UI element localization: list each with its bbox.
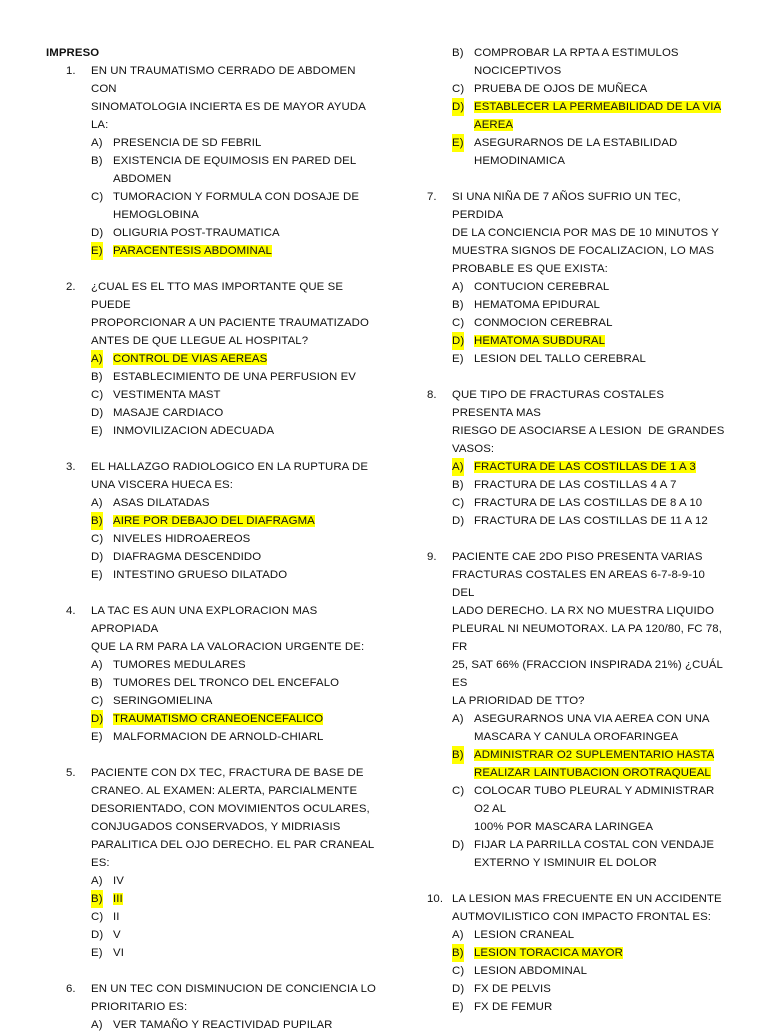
question-text: ¿CUAL ES EL TTO MAS IMPORTANTE QUE SE PUEDE PROPORCIONAR A UN PACIENTE TRAUMATIZADO ANTES DE QUE LLEGUE AL HOSPITAL?: [91, 281, 369, 347]
option-text: [474, 980, 727, 998]
answer-option: [452, 944, 727, 962]
option-list: [91, 1016, 376, 1034]
option-letter: B): [91, 677, 103, 689]
option-text-line: COMPROBAR LA RPTA A ESTIMULOS: [474, 47, 679, 59]
option-letter: A): [91, 659, 103, 671]
question-number: 9.: [427, 551, 437, 563]
answer-option: [91, 494, 376, 512]
question-block: [46, 980, 376, 1034]
option-text: [474, 296, 727, 314]
answer-option: [91, 224, 376, 242]
option-letter: E): [91, 242, 103, 260]
option-text-line: CONTUCION CEREBRAL: [474, 281, 610, 293]
option-text: [474, 494, 727, 512]
option-text: [113, 368, 376, 386]
option-text-line: FRACTURA DE LAS COSTILLAS DE 11 A 12: [474, 515, 708, 527]
option-text: [113, 1016, 376, 1034]
option-text-line: HEMATOMA EPIDURAL: [474, 299, 600, 311]
option-text: [113, 134, 376, 152]
option-text: [474, 710, 727, 746]
option-text: [113, 224, 376, 242]
answer-option: [91, 368, 376, 386]
option-text-line: HEMATOMA SUBDURAL: [474, 335, 606, 347]
option-text-line: OLIGURIA POST-TRAUMATICA: [113, 227, 280, 239]
spacer: [427, 170, 727, 188]
option-text-line: FIJAR LA PARRILLA COSTAL CON VENDAJE: [474, 839, 715, 851]
question-block: [427, 890, 727, 1016]
spacer: [427, 368, 727, 386]
option-text: [113, 872, 376, 890]
answer-option: [452, 98, 727, 134]
option-text: [113, 656, 376, 674]
answer-option: [452, 746, 727, 782]
option-text-line: III: [113, 893, 123, 905]
answer-option: [452, 80, 727, 98]
option-text: [474, 44, 727, 80]
option-text: [113, 404, 376, 422]
question-number: 6.: [66, 983, 76, 995]
option-letter: B): [91, 890, 103, 908]
option-text: [113, 944, 376, 962]
option-text-line: REALIZAR LAINTUBACION OROTRAQUEAL: [474, 767, 711, 779]
answer-option: [91, 386, 376, 404]
answer-option: [91, 422, 376, 440]
question-block: [46, 764, 376, 962]
option-letter: D): [452, 839, 465, 851]
option-text: [474, 836, 727, 872]
option-letter: E): [91, 731, 103, 743]
question-text: PACIENTE CON DX TEC, FRACTURA DE BASE DE CRANEO. AL EXAMEN: ALERTA, PARCIALMENTE DESORIENTADO, CON MOVIMIENTOS OCULARES, CONJUGADOS CONSERVADOS, Y MIDRIASIS PARALITICA DEL OJO DERECHO. EL PAR CRANEAL ES:: [91, 767, 374, 869]
question-number: 3.: [66, 461, 76, 473]
option-text: [113, 908, 376, 926]
option-letter: A): [452, 929, 464, 941]
option-text-line: COLOCAR TUBO PLEURAL Y ADMINISTRAR O2 AL: [474, 785, 718, 815]
option-text-line: PRUEBA DE OJOS DE MUÑECA: [474, 83, 648, 95]
option-text-line: HEMODINAMICA: [474, 155, 566, 167]
option-text: [474, 998, 727, 1016]
option-letter: B): [91, 155, 103, 167]
option-letter: E): [452, 1001, 464, 1013]
option-list: [452, 458, 727, 530]
option-list: [452, 710, 727, 872]
question-number: 1.: [66, 65, 76, 77]
option-list: [452, 278, 727, 368]
option-letter: B): [452, 944, 464, 962]
option-list: [91, 494, 376, 584]
option-letter: D): [452, 332, 464, 350]
option-letter: A): [91, 875, 103, 887]
option-text: [113, 710, 376, 728]
option-text-line: 100% POR MASCARA LARINGEA: [474, 821, 654, 833]
answer-option: [91, 692, 376, 710]
option-list: [91, 656, 376, 746]
answer-option: [452, 998, 727, 1016]
option-letter: D): [452, 98, 464, 116]
option-text: [474, 944, 727, 962]
option-text-line: FRACTURA DE LAS COSTILLAS DE 1 A 3: [474, 461, 696, 473]
answer-option: [452, 980, 727, 998]
option-text-line: NIVELES HIDROAEREOS: [113, 533, 251, 545]
answer-option: [452, 836, 727, 872]
option-list: [91, 134, 376, 260]
question-block: [427, 386, 727, 530]
option-text-line: PARACENTESIS ABDOMINAL: [113, 245, 272, 257]
option-text-line: TUMORES DEL TRONCO DEL ENCEFALO: [113, 677, 340, 689]
option-text-line: DIAFRAGMA DESCENDIDO: [113, 551, 262, 563]
option-text: [474, 98, 727, 134]
answer-option: [452, 332, 727, 350]
question-block: [46, 62, 376, 260]
option-text-line: VI: [113, 947, 124, 959]
option-letter: A): [91, 350, 103, 368]
option-text: [113, 350, 376, 368]
left-column: [46, 44, 376, 1034]
answer-option: [91, 890, 376, 908]
spacer: [46, 746, 376, 764]
option-letter: C): [452, 83, 465, 95]
option-text-line: ESTABLECER LA PERMEABILIDAD DE LA VIA: [474, 101, 722, 113]
spacer: [46, 962, 376, 980]
option-text: [113, 728, 376, 746]
question-number: 7.: [427, 191, 437, 203]
answer-option: [452, 278, 727, 296]
option-text-line: MALFORMACION DE ARNOLD-CHIARL: [113, 731, 324, 743]
option-text-line: TRAUMATISMO CRANEOENCEFALICO: [113, 713, 324, 725]
option-text: [474, 926, 727, 944]
answer-option: [91, 944, 376, 962]
option-text-line: LESION TORACICA MAYOR: [474, 947, 623, 959]
option-letter: A): [452, 713, 464, 725]
option-text-line: EXISTENCIA DE EQUIMOSIS EN PARED DEL: [113, 155, 357, 167]
option-letter: B): [452, 299, 464, 311]
option-text: [113, 152, 376, 188]
option-list: [91, 350, 376, 440]
option-text: [113, 530, 376, 548]
answer-option: [91, 548, 376, 566]
option-text-line: IV: [113, 875, 124, 887]
option-text: [474, 332, 727, 350]
question-number: 2.: [66, 281, 76, 293]
question-6-continued: [427, 44, 727, 170]
option-text-line: FRACTURA DE LAS COSTILLAS 4 A 7: [474, 479, 677, 491]
option-letter: D): [91, 551, 104, 563]
option-text: [474, 512, 727, 530]
answer-option: [452, 44, 727, 80]
option-list: [452, 44, 727, 170]
option-text-line: AEREA: [474, 119, 514, 131]
question-block: [46, 602, 376, 746]
option-list: [91, 872, 376, 962]
option-letter: D): [91, 227, 104, 239]
question-text: LA TAC ES AUN UNA EXPLORACION MAS APROPIADA QUE LA RM PARA LA VALORACION URGENTE DE:: [91, 605, 365, 653]
answer-option: [452, 476, 727, 494]
answer-option: [91, 674, 376, 692]
question-text: EL HALLAZGO RADIOLOGICO EN LA RUPTURA DE UNA VISCERA HUECA ES:: [91, 461, 369, 491]
answer-option: [452, 710, 727, 746]
page-title: IMPRESO: [46, 47, 100, 59]
option-text-line: ABDOMEN: [113, 173, 172, 185]
option-letter: A): [91, 1019, 103, 1031]
option-letter: B): [91, 512, 103, 530]
option-text-line: TUMORACION Y FORMULA CON DOSAJE DE: [113, 191, 360, 203]
option-letter: A): [452, 458, 464, 476]
option-list: [452, 926, 727, 1016]
right-column: [427, 44, 727, 1016]
option-text: [113, 926, 376, 944]
option-text: [113, 494, 376, 512]
answer-option: [452, 458, 727, 476]
option-letter: B): [452, 47, 464, 59]
option-text: [474, 746, 727, 782]
option-letter: D): [91, 929, 104, 941]
option-text-line: FRACTURA DE LAS COSTILLAS DE 8 A 10: [474, 497, 703, 509]
option-text: [113, 242, 376, 260]
option-letter: B): [452, 746, 464, 764]
answer-option: [91, 908, 376, 926]
answer-option: [91, 152, 376, 188]
option-text-line: AIRE POR DEBAJO DEL DIAFRAGMA: [113, 515, 315, 527]
option-letter: C): [452, 785, 465, 797]
question-block: [427, 548, 727, 872]
option-text-line: SERINGOMIELINA: [113, 695, 213, 707]
option-letter: E): [91, 425, 103, 437]
question-block: [46, 278, 376, 440]
option-letter: D): [452, 515, 465, 527]
option-text-line: HEMOGLOBINA: [113, 209, 199, 221]
option-text: [474, 134, 727, 170]
answer-option: [91, 512, 376, 530]
option-text-line: V: [113, 929, 121, 941]
answer-option: [91, 530, 376, 548]
answer-option: [91, 728, 376, 746]
option-text-line: LESION CRANEAL: [474, 929, 575, 941]
option-letter: C): [452, 317, 465, 329]
option-text-line: II: [113, 911, 120, 923]
option-text: [113, 386, 376, 404]
option-text: [474, 476, 727, 494]
option-letter: A): [452, 281, 464, 293]
option-text: [113, 692, 376, 710]
answer-option: [91, 134, 376, 152]
option-text-line: CONTROL DE VIAS AEREAS: [113, 353, 268, 365]
option-text-line: FX DE FEMUR: [474, 1001, 553, 1013]
spacer: [427, 872, 727, 890]
question-number: 10.: [427, 893, 444, 905]
option-text: [113, 188, 376, 224]
answer-option: [91, 1016, 376, 1034]
option-letter: D): [91, 407, 104, 419]
answer-option: [91, 188, 376, 224]
option-letter: C): [91, 533, 104, 545]
option-text-line: ASEGURARNOS DE LA ESTABILIDAD: [474, 137, 678, 149]
option-text-line: ASAS DILATADAS: [113, 497, 210, 509]
question-text: LA LESION MAS FRECUENTE EN UN ACCIDENTE AUTMOVILISTICO CON IMPACTO FRONTAL ES:: [452, 893, 722, 923]
answer-option: [452, 512, 727, 530]
option-text: [113, 674, 376, 692]
option-text-line: INTESTINO GRUESO DILATADO: [113, 569, 288, 581]
answer-option: [452, 494, 727, 512]
answer-option: [91, 242, 376, 260]
option-text-line: EXTERNO Y ISMINUIR EL DOLOR: [474, 857, 657, 869]
option-letter: D): [91, 710, 103, 728]
option-letter: B): [91, 371, 103, 383]
option-text-line: LESION DEL TALLO CEREBRAL: [474, 353, 646, 365]
answer-option: [452, 296, 727, 314]
answer-option: [91, 872, 376, 890]
option-text-line: INMOVILIZACION ADECUADA: [113, 425, 275, 437]
option-text-line: MASAJE CARDIACO: [113, 407, 224, 419]
question-text: PACIENTE CAE 2DO PISO PRESENTA VARIAS FRACTURAS COSTALES EN AREAS 6-7-8-9-10 DEL LADO DERECHO. LA RX NO MUESTRA LIQUIDO PLEURAL NI NEUMOTORAX. LA PA 120/80, FC 78, FR 25, SAT 66% (FRACCION INSPIRADA 21%) ¿CUÁL ES LA PRIORIDAD DE TTO?: [452, 551, 723, 707]
answer-option: [91, 404, 376, 422]
option-text: [474, 962, 727, 980]
question-text: QUE TIPO DE FRACTURAS COSTALES PRESENTA MAS RIESGO DE ASOCIARSE A LESION DE GRANDES VASOS:: [452, 389, 725, 455]
option-text-line: CONMOCION CEREBRAL: [474, 317, 613, 329]
option-text-line: MASCARA Y CANULA OROFARINGEA: [474, 731, 679, 743]
option-text: [113, 548, 376, 566]
answer-option: [452, 350, 727, 368]
answer-option: [91, 710, 376, 728]
option-letter: E): [452, 353, 464, 365]
option-letter: C): [91, 911, 104, 923]
option-text: [113, 512, 376, 530]
question-block: [46, 458, 376, 584]
option-letter: E): [452, 134, 464, 152]
option-letter: E): [91, 569, 103, 581]
option-letter: C): [452, 497, 465, 509]
question-number: 4.: [66, 605, 76, 617]
option-text-line: ASEGURARNOS UNA VIA AEREA CON UNA: [474, 713, 710, 725]
option-text-line: NOCICEPTIVOS: [474, 65, 562, 77]
option-letter: C): [91, 389, 104, 401]
option-text: [474, 314, 727, 332]
question-text: EN UN TRAUMATISMO CERRADO DE ABDOMEN CON SINOMATOLOGIA INCIERTA ES DE MAYOR AYUDA LA:: [91, 65, 366, 131]
option-text-line: FX DE PELVIS: [474, 983, 551, 995]
option-text-line: VER TAMAÑO Y REACTIVIDAD PUPILAR: [113, 1019, 333, 1031]
option-letter: C): [91, 191, 104, 203]
option-letter: E): [91, 947, 103, 959]
option-text: [474, 278, 727, 296]
option-text-line: ESTABLECIMIENTO DE UNA PERFUSION EV: [113, 371, 356, 383]
question-text: EN UN TEC CON DISMINUCION DE CONCIENCIA LO PRIORITARIO ES:: [91, 983, 376, 1013]
question-number: 8.: [427, 389, 437, 401]
option-text-line: ADMINISTRAR O2 SUPLEMENTARIO HASTA: [474, 749, 715, 761]
option-letter: C): [91, 695, 104, 707]
spacer: [46, 584, 376, 602]
question-block: [427, 188, 727, 368]
question-list-left: [46, 62, 376, 1034]
spacer: [46, 440, 376, 458]
answer-option: [91, 566, 376, 584]
answer-option: [452, 926, 727, 944]
answer-option: [452, 782, 727, 836]
option-text: [474, 782, 727, 836]
option-text-line: VESTIMENTA MAST: [113, 389, 221, 401]
answer-option: [452, 962, 727, 980]
option-text-line: TUMORES MEDULARES: [113, 659, 246, 671]
spacer: [46, 260, 376, 278]
option-text: [474, 80, 727, 98]
answer-option: [452, 314, 727, 332]
question-list-right: [427, 170, 727, 1016]
option-text: [474, 458, 727, 476]
answer-option: [91, 926, 376, 944]
answer-option: [452, 134, 727, 170]
question-text: SI UNA NIÑA DE 7 AÑOS SUFRIO UN TEC, PERDIDA DE LA CONCIENCIA POR MAS DE 10 MINUTOS Y MUESTRA SIGNOS DE FOCALIZACION, LO MAS PROBABLE ES QUE EXISTA:: [452, 191, 719, 275]
spacer: [427, 530, 727, 548]
question-number: 5.: [66, 767, 76, 779]
answer-option: [91, 656, 376, 674]
option-text: [113, 566, 376, 584]
option-letter: C): [452, 965, 465, 977]
option-letter: D): [452, 983, 465, 995]
option-text-line: PRESENCIA DE SD FEBRIL: [113, 137, 262, 149]
option-text: [113, 890, 376, 908]
option-text-line: LESION ABDOMINAL: [474, 965, 588, 977]
option-text: [113, 422, 376, 440]
option-letter: A): [91, 137, 103, 149]
option-letter: A): [91, 497, 103, 509]
option-text: [474, 350, 727, 368]
option-letter: B): [452, 479, 464, 491]
answer-option: [91, 350, 376, 368]
